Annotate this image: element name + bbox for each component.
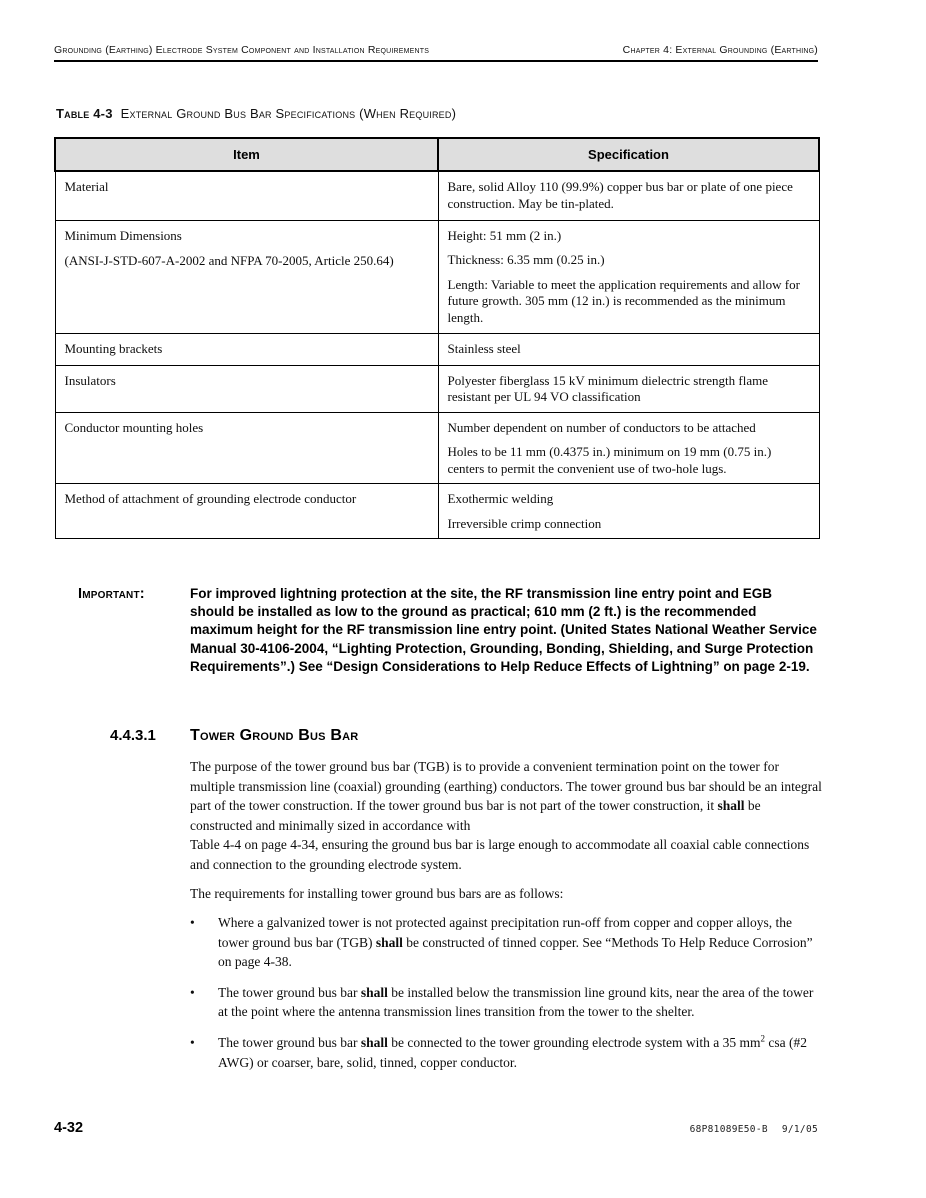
section-number: 4.4.3.1	[110, 727, 156, 744]
bullet-icon: •	[190, 1034, 195, 1050]
running-header-left: Grounding (Earthing) Electrode System Component and Installation Requirements	[54, 44, 430, 56]
paragraph-text: csa (#2 AWG) or coarser, bare, solid, tinned, copper conductor.	[218, 1034, 807, 1070]
cell-text: Insulators	[64, 372, 116, 388]
paragraph-text: be constructed of tinned copper. See “Methods To Help Reduce Corrosion” on page 4-38.	[218, 934, 813, 970]
spec-cell	[438, 333, 819, 365]
list-item-text	[218, 1033, 824, 1072]
cell-text: Length: Variable to meet the application requirements and allow for future growth. 305 mm (12 in.) is recommended as the minimum length.	[447, 276, 800, 325]
cell-text: Material	[64, 179, 109, 194]
item-cell	[55, 484, 438, 539]
column-header-item: Item	[55, 138, 438, 171]
cell-text: (ANSI-J-STD-607-A-2002 and NFPA 70-2005, Article 250.64)	[64, 253, 394, 268]
section-title: Tower Ground Bus Bar	[190, 727, 359, 744]
table-row	[55, 171, 819, 220]
table-caption	[56, 106, 820, 121]
requirements-list	[190, 913, 824, 1083]
cell-text: Minimum Dimensions	[64, 227, 182, 243]
cell-text: Polyester fiberglass 15 kV minimum dielectric strength flame resistant per UL 94 VO classification	[447, 372, 768, 404]
paragraph-text-bold: shall	[360, 1034, 388, 1050]
page-footer	[54, 1120, 818, 1136]
section-paragraph: The requirements for installing tower ground bus bars are as follows:	[190, 886, 564, 901]
paragraph-text-bold: shall	[375, 934, 403, 950]
list-item	[190, 1033, 824, 1072]
table-row	[55, 412, 819, 484]
section-heading	[110, 727, 820, 745]
bullet-icon: •	[190, 915, 195, 930]
cell-text: Number dependent on number of conductors to be attached	[447, 419, 756, 435]
running-header-right: Chapter 4: External Grounding (Earthing)	[622, 44, 818, 56]
paragraph-text: be connected to the tower grounding electrode system with a 35 mm	[387, 1034, 761, 1050]
item-cell	[55, 220, 438, 333]
cell-text: Holes to be 11 mm (0.4375 in.) minimum on 19 mm (0.75 in.) centers to permit the convenient use of two-hole lugs.	[447, 444, 772, 476]
list-item-text	[218, 913, 824, 972]
cell-text: Exothermic welding	[447, 491, 554, 506]
cell-text: Height: 51 mm (2 in.)	[447, 227, 562, 243]
paragraph-text: Table 4-4 on page 4-34, ensuring the ground bus bar is large enough to accommodate all coaxial cable connections and connection to the grounding electrode system.	[190, 837, 810, 872]
cell-text: Method of attachment of grounding electrode conductor	[64, 491, 357, 506]
spec-cell	[438, 171, 819, 220]
table-row	[55, 220, 819, 333]
paragraph-text-bold: shall	[717, 798, 745, 814]
list-item-text	[218, 983, 824, 1022]
spec-cell	[438, 484, 819, 539]
cell-text: Stainless steel	[447, 340, 521, 356]
spec-cell	[438, 220, 819, 333]
cell-text: Thickness: 6.35 mm (0.25 in.)	[447, 252, 605, 267]
list-item	[190, 913, 824, 972]
paragraph-text: be constructed and minimally sized in accordance with	[190, 798, 761, 833]
paragraph-text-bold: shall	[360, 984, 388, 1000]
paragraph-text: The tower ground bus bar	[218, 1034, 361, 1050]
doc-date: 9/1/05	[781, 1124, 818, 1135]
spec-cell	[438, 412, 819, 484]
page-number: 4-32	[54, 1120, 84, 1136]
important-notice	[78, 585, 820, 676]
spec-cell	[438, 365, 819, 412]
cell-text: Conductor mounting holes	[64, 419, 204, 435]
bullet-icon: •	[190, 984, 195, 1000]
cell-text: Bare, solid Alloy 110 (99.9%) copper bus bar or plate of one piece construction. May be tin-plated.	[447, 179, 793, 211]
doc-id: 68P81089E50-B	[689, 1124, 768, 1135]
table-label: Table 4-3	[56, 106, 113, 121]
table-row	[55, 333, 819, 365]
paragraph-text: The purpose of the tower ground bus bar (TGB) is to provide a convenient termination point on the tower for multiple transmission line (coaxial) grounding (earthing) conductors. The tower ground bus bar should be an integral part of the tower construction. If the tower ground bus bar is not part of the tower construction, it	[190, 759, 822, 814]
document-number	[690, 1124, 818, 1135]
column-header-specification: Specification	[438, 138, 819, 171]
running-header	[54, 44, 818, 62]
spec-table	[54, 137, 820, 539]
paragraph-text: be installed below the transmission line ground kits, near the area of the tower at the point where the antenna transmission lines transition from the tower to the shelter.	[218, 984, 814, 1020]
important-text: For improved lightning protection at the site, the RF transmission line entry point and EGB should be installed as low to the ground as practical; 610 mm (2 ft.) is the recommended maximum height for the RF transmission line entry point. (United States National Weather Service Manual 30-4106-2004, “Lighting Protection, Grounding, Bonding, Shielding, and Surge Protection Requirements”.) See “Design Considerations to Help Reduce Effects of Lightning” on page 2-19.	[190, 586, 817, 674]
table-row	[55, 365, 819, 412]
item-cell	[55, 171, 438, 220]
table-header-row	[55, 138, 819, 171]
paragraph-text: The tower ground bus bar	[218, 984, 361, 1000]
item-cell	[55, 365, 438, 412]
important-label: Important:	[78, 586, 145, 602]
section-paragraph	[190, 757, 824, 875]
item-cell	[55, 333, 438, 365]
cell-text: Mounting brackets	[64, 340, 163, 356]
paragraph-text: Where a galvanized tower is not protected against precipitation run-off from copper and copper alloys, the tower ground bus bar (TGB)	[218, 915, 793, 950]
superscript: 2	[760, 1033, 766, 1044]
list-item	[190, 983, 824, 1022]
table-title-text: External Ground Bus Bar Specifications (When Required)	[120, 106, 457, 121]
table-row	[55, 484, 819, 539]
cell-text: Irreversible crimp connection	[447, 515, 602, 531]
item-cell	[55, 412, 438, 484]
